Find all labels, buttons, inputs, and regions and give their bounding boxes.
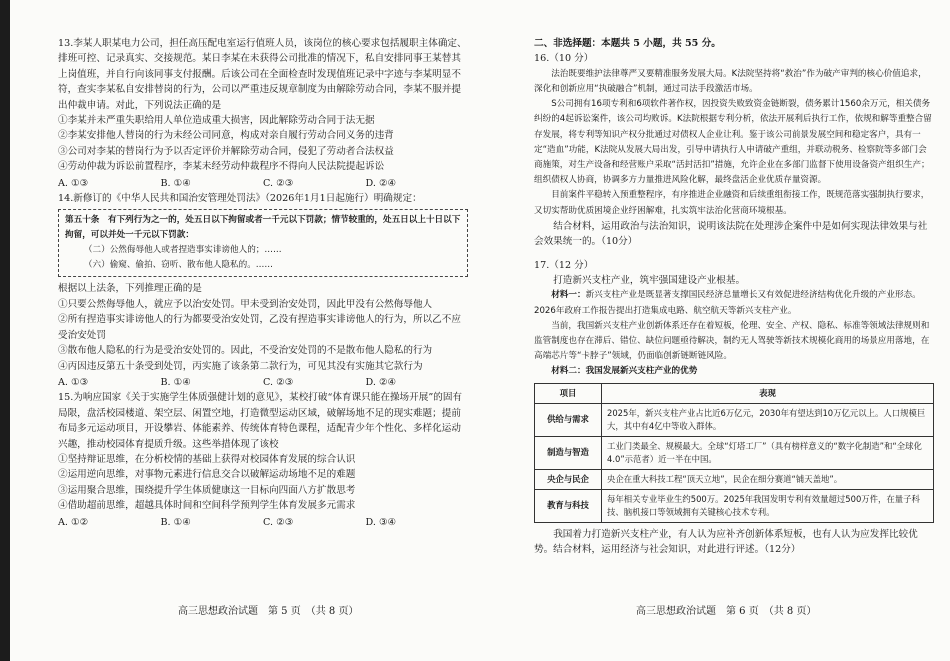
q13-choice-a: A. ①③ — [58, 177, 89, 189]
q15-choice-b: B. ①④ — [160, 516, 191, 528]
q14-law-box — [58, 209, 468, 277]
left-page — [58, 36, 468, 530]
exam-sheet — [10, 0, 950, 661]
table-cell-detail: 央企在重大科技工程“顶天立地”，民企在细分赛道“铺天盖地”。 — [602, 469, 934, 489]
table-cell-detail: 每年相关专业毕业生约500万。2025年我国发明专利有效量超过500万件，在量子科技、脑机接口等领域拥有关键核心技术专利。 — [602, 489, 934, 522]
q17-m1-text: 新兴支柱产业是既显著支撑国民经济总量增长又有效促进经济结构优化升级的产业形态。2026年政府工作报告提出打造集成电路、航空航天等新兴支柱产业。 — [534, 290, 921, 316]
q14-choice-c: C. ②③ — [263, 376, 294, 388]
right-page — [534, 36, 934, 558]
table-cell-item: 制造与智造 — [535, 436, 602, 469]
q17-material — [534, 288, 934, 379]
q17-advantage-table — [534, 383, 934, 523]
q15-choice-a: A. ①② — [58, 516, 89, 528]
q14-law-article: 第五十条 有下列行为之一的，处五日以下拘留或者一千元以下罚款；情节较重的，处五日以上十日以下拘留，可以并处一千元以下罚款： — [65, 215, 461, 241]
q14-option-1: ①只要公然侮辱他人，就应予以治安处罚。甲未受到治安处罚，因此甲没有公然侮辱他人 — [58, 298, 433, 310]
q13-option-4: ④劳动仲裁为诉讼前置程序，李某未经劳动仲裁程序不得向人民法院提起诉讼 — [58, 161, 385, 173]
q16-para-1: 法治既要维护法律尊严又要精准服务发展大局。K法院坚持将“救治”作为破产审判的核心价值追求，深化和创新应用“执破融合”机制，通过司法手段激活市场。 — [534, 68, 927, 95]
q14-choice-d: D. ②④ — [365, 376, 397, 388]
q14-stem: 14.新修订的《中华人民共和国治安管理处罚法》（2026年1月1日起施行）明确规定： — [58, 193, 422, 205]
table-row — [535, 469, 934, 489]
q17-m1-text2: 当前，我国新兴支柱产业创新体系还存在着短板，伦理、安全、产权、隐私、标准等领域法律规则和监管制度也存在滞后、错位、缺位问题亟待解决，制约无人驾驶等新技术规模化商用的场景应用落地，在高端芯片等“卡脖子”领域，仍面临创新链断链风险。 — [534, 320, 930, 362]
q13-choice-b: B. ①④ — [160, 177, 191, 189]
scan-edge — [0, 0, 10, 661]
table-cell-detail: 工业门类最全、规模最大。全球“灯塔工厂”（具有榜样意义的“数字化制造”和“全球化4.0”示范者）近一半在中国。 — [602, 436, 934, 469]
q15-option-4: ④借助超前思维，超越具体时间和空间科学预判学生体育发展多元需求 — [58, 500, 356, 512]
part2-title: 二、非选择题：本题共 5 小题，共 55 分。 — [534, 38, 721, 49]
q13-choice-d: D. ②④ — [365, 177, 397, 189]
q13-option-3: ③公司对李某的替岗行为予以否定评价并解除劳动合同，侵犯了劳动者合法权益 — [58, 145, 394, 157]
page-footer-left: 高三思想政治试题 第 5 页 （共 8 页） — [178, 606, 359, 617]
q13-option-1: ①李某并未严重失职给用人单位造成重大损害，因此解除劳动合同于法无据 — [58, 115, 375, 127]
q17-m2-label: 材料二：我国发展新兴支柱产业的优势 — [551, 366, 698, 377]
q13-stem: 13.李某人职某电力公司，担任高压配电室运行值班人员，该岗位的核心要求包括履职主体确定、排班可控、记录真实、交接规范。某日李某在未获得公司批准的情况下，私自安排同事王某替其上岗值班，并自行向该同事支付报酬。后该公司在全面检查时发现值班记录中字迹与李某明显不符，查实李某私自安排替岗的行为，公司以严重违反规章制度为由解除劳动合同，李某不服并提出仲裁申请。对此，下列说法正确的是 — [58, 38, 467, 111]
q17-number: 17.（12 分） — [534, 259, 594, 271]
table-row — [535, 403, 934, 436]
q14-choice-b: B. ①④ — [160, 376, 191, 388]
table-header-detail: 表现 — [602, 383, 934, 403]
q15-choices — [58, 515, 468, 530]
q15-choice-d: D. ③④ — [365, 516, 397, 528]
table-header-item: 项目 — [535, 383, 602, 403]
q17-question: 我国着力打造新兴支柱产业，有人认为应补齐创新体系短板，也有人认为应发挥比较优势。结合材料，运用经济与社会知识，对此进行评述。（12分） — [534, 528, 918, 556]
q13-choices — [58, 176, 468, 191]
q16-number: 16.（10 分） — [534, 53, 594, 65]
table-cell-item: 央企与民企 — [535, 469, 602, 489]
q14-choices — [58, 375, 468, 390]
table-row — [535, 436, 934, 469]
q14-law-item-6: （六）偷窥、偷拍、窃听、散布他人隐私的。…… — [83, 260, 273, 271]
table-cell-item: 教育与科技 — [535, 489, 602, 522]
q14-option-3: ③散布他人隐私的行为是受治安处罚的。因此，不受治安处罚的不是散布他人隐私的行为 — [58, 345, 433, 357]
q13-option-2: ②李某安排他人替岗的行为未经公司同意，构成对亲自履行劳动合同义务的违背 — [58, 130, 394, 142]
q13-choice-c: C. ②③ — [263, 177, 294, 189]
table-cell-item: 供给与需求 — [535, 403, 602, 436]
q14-law-item-2: （二）公然侮辱他人或者捏造事实诽谤他人的；…… — [83, 245, 282, 256]
q15-choice-c: C. ②③ — [263, 516, 294, 528]
q14-lead: 根据以上法条，下列推理正确的是 — [58, 283, 202, 295]
q16-question: 结合材料，运用政治与法治知识，说明该法院在处理涉企案件中是如何实现法律效果与社会效果统一的。（10分） — [534, 220, 928, 248]
q14-option-4: ④丙因违反第五十条受到处罚，丙实施了该条第二款行为，可见其没有实施其它款行为 — [58, 360, 423, 372]
page-footer-right: 高三思想政治试题 第 6 页 （共 8 页） — [636, 606, 817, 617]
q15-option-3: ③运用聚合思维，围绕提升学生体质健康这一目标向四面八方扩散思考 — [58, 484, 356, 496]
q16-material — [534, 67, 934, 219]
q16-para-3: 目前案件平稳转入预重整程序，有序推进企业融资和后续重组衔接工作，既规范落实强制执行要求，又切实帮助优质困境企业纾困解难，扎实筑牢法治化营商环境根基。 — [534, 190, 930, 216]
q17-intro: 打造新兴支柱产业，筑牢强国建设产业根基。 — [553, 275, 746, 287]
q15-option-2: ②运用逆向思维，对事物元素进行信息交合以破解运动场地不足的难题 — [58, 469, 356, 481]
q14-option-2: ②所有捏造事实诽谤他人的行为都要受治安处罚，乙没有捏造事实诽谤他人的行为，所以乙不应受治安处罚 — [58, 314, 461, 341]
table-header-row — [535, 383, 934, 403]
q17-m1-label: 材料一： — [551, 290, 586, 301]
q14-choice-a: A. ①③ — [58, 376, 89, 388]
table-cell-detail: 2025年，新兴支柱产业占比近6万亿元，2030年有望达到10万亿元以上。人口规模巨大，其中有4亿中等收入群体。 — [602, 403, 934, 436]
q15-option-1: ①坚持辩证思维，在分析校情的基础上获得对校园体育发展的综合认识 — [58, 453, 356, 465]
q16-para-2: S公司拥有16项专利和6项软件著作权，因投资失败致资金链断裂，债务累计1560余万元，相关债务纠纷的4起诉讼案件，该公司均败诉。K法院根据专利分析，依法开展利后执行工作，依规和解等重整合留存发展，将专利等知识产权分批通过对债权人企业让利。鉴于该公司前景发展空间和稳定客户，具有一定“造血”功能，K法院从发展大局出发，引导申请执行人申请破产重组，并联动税务、检察院等多部门会商施策，对生产设备和经营账户采取“活封活扣”措施，允许企业在多部门监督下使用设备资产组织生产；组织债权人协商，协调多方力量推进风险化解，最终盘活企业优质存量资源。 — [534, 99, 932, 186]
table-row — [535, 489, 934, 522]
q15-stem: 15.为响应国家《关于实施学生体质强健计划的意见》，某校打破“体育课只能在操场开展”的固有局限，盘活校园楼道、架空层、闲置空地，打造微型运动区域，破解场地不足的现实难题；提前布局多元运动项目，开设攀岩、体能素养、传统体育特色课程，适配青少年个性化、多样化运动兴趣，推动校园体育提质升级。这些举措体现了该校 — [58, 392, 463, 450]
